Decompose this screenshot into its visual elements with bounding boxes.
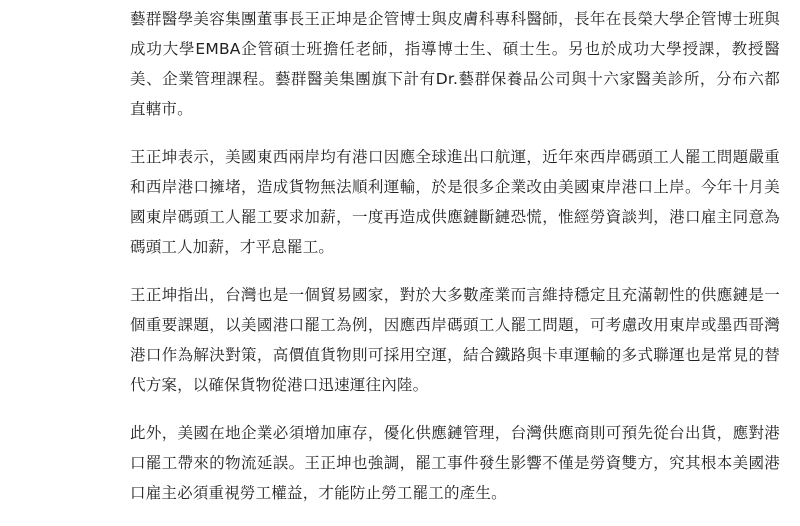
paragraph-1: 藝群醫學美容集團董事長王正坤是企管博士與皮膚科專科醫師，長年在長榮大學企管博士班與成功大學EMBA企管碩士班擔任老師，指導博士生、碩士生。另也於成功大學授課，教授醫美、企業管理課程。藝群醫美集團旗下計有Dr.藝群保養品公司與十六家醫美診所，分布六都直轄市。 (130, 10, 780, 118)
article-body (130, 4, 780, 526)
paragraph-3: 王正坤指出，台灣也是一個貿易國家，對於大多數產業而言維持穩定且充滿韌性的供應鏈是一個重要課題，以美國港口罷工為例，因應西岸碼頭工人罷工問題，可考慮改用東岸或墨西哥灣港口作為解決對策，高價值貨物則可採用空運，結合鐵路與卡車運輸的多式聯運也是常見的替代方案，以確保貨物從港口迅速運往內陸。 (130, 286, 780, 394)
paragraph-4: 此外，美國在地企業必須增加庫存，優化供應鏈管理，台灣供應商則可預先從台出貨，應對港口罷工帶來的物流延誤。王正坤也強調，罷工事件發生影響不僅是勞資雙方，究其根本美國港口雇主必須重視勞工權益，才能防止勞工罷工的產生。 (130, 424, 780, 502)
paragraph-2: 王正坤表示，美國東西兩岸均有港口因應全球進出口航運，近年來西岸碼頭工人罷工問題嚴重和西岸港口擁堵，造成貨物無法順利運輸，於是很多企業改由美國東岸港口上岸。今年十月美國東岸碼頭工人罷工要求加薪，一度再造成供應鏈斷鏈恐慌，惟經勞資談判，港口雇主同意為碼頭工人加薪，才平息罷工。 (130, 148, 780, 256)
